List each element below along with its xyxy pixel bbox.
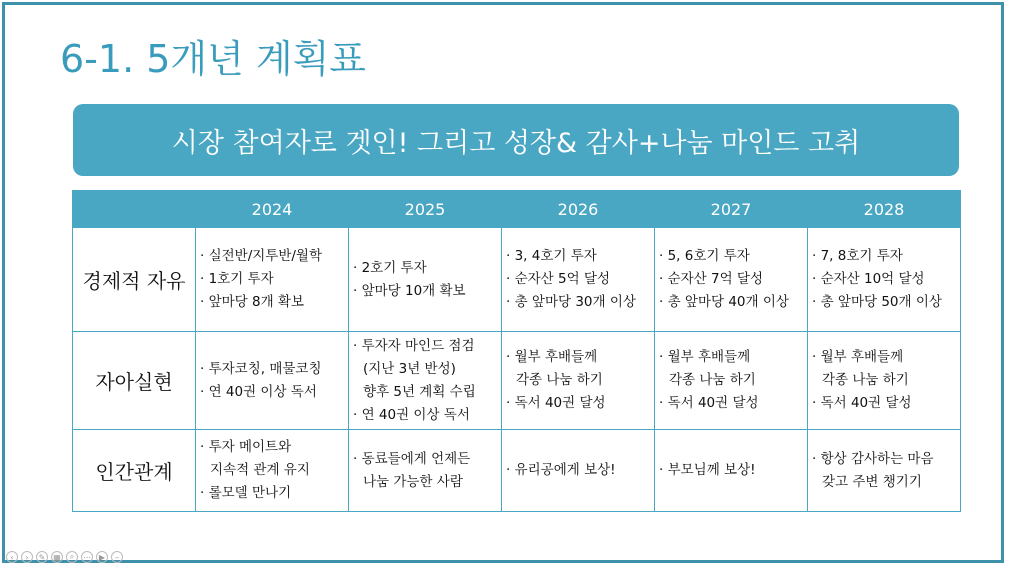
table-cell bbox=[655, 430, 808, 512]
cell-line: · 연 40권 이상 독서 bbox=[353, 406, 470, 423]
cell-line: · 순자산 7억 달성 bbox=[659, 271, 763, 287]
table-corner-cell bbox=[73, 191, 196, 228]
cell-line: · 5, 6호기 투자 bbox=[659, 248, 750, 264]
more-icon[interactable]: – bbox=[111, 551, 123, 563]
cell-line: 각종 나눔 하기 bbox=[822, 372, 909, 388]
cell-line: · 독서 40권 달성 bbox=[812, 395, 912, 411]
year-header: 2026 bbox=[502, 191, 655, 228]
plan-table bbox=[72, 190, 961, 512]
table-cell bbox=[502, 228, 655, 332]
cell-line: · 동료들에게 언제든 bbox=[353, 450, 471, 467]
cell-line: 각종 나눔 하기 bbox=[516, 372, 603, 388]
cell-line: · 1호기 투자 bbox=[200, 271, 274, 287]
slides-icon[interactable]: ▦ bbox=[51, 551, 63, 563]
cell-line: 나눔 가능한 사람 bbox=[363, 473, 463, 490]
cell-line: · 7, 8호기 투자 bbox=[812, 248, 903, 264]
cell-line: · 앞마당 10개 확보 bbox=[353, 282, 466, 299]
cell-line: (지난 3년 반성) bbox=[363, 360, 456, 377]
cell-line: · 월부 후배들께 bbox=[659, 349, 751, 365]
row-label: 인간관계 bbox=[73, 430, 196, 512]
cell-line: · 총 앞마당 30개 이상 bbox=[506, 294, 636, 310]
options-icon[interactable]: ⋯ bbox=[83, 552, 91, 562]
cell-line: · 순자산 5억 달성 bbox=[506, 271, 610, 287]
table-header-row bbox=[73, 191, 961, 228]
table-cell bbox=[349, 228, 502, 332]
table-row bbox=[73, 430, 961, 512]
table-cell bbox=[196, 332, 349, 430]
cell-line: · 롤모델 만나기 bbox=[200, 485, 292, 501]
row-label: 자아실현 bbox=[73, 332, 196, 430]
cell-line: 각종 나눔 하기 bbox=[669, 372, 756, 388]
zoom-icon[interactable]: ⌕ bbox=[66, 551, 78, 563]
slide-banner: 시장 참여자로 겟인! 그리고 성장& 감사+나눔 마인드 고취 bbox=[73, 104, 959, 176]
table-cell bbox=[196, 228, 349, 332]
pen-icon[interactable]: ✎ bbox=[36, 551, 48, 563]
cell-line: · 2호기 투자 bbox=[353, 259, 427, 276]
cell-line: · 앞마당 8개 확보 bbox=[200, 294, 304, 310]
cell-line: · 월부 후배들께 bbox=[506, 349, 598, 365]
cell-line: · 유리공에게 보상! bbox=[506, 462, 616, 478]
year-header: 2025 bbox=[349, 191, 502, 228]
cell-line: · 순자산 10억 달성 bbox=[812, 271, 925, 287]
cell-line: · 투자 메이트와 bbox=[200, 439, 292, 455]
table-cell bbox=[808, 430, 961, 512]
table-cell bbox=[655, 332, 808, 430]
cell-line: 향후 5년 계획 수립 bbox=[363, 383, 476, 400]
cell-line: · 총 앞마당 50개 이상 bbox=[812, 294, 942, 310]
table-cell bbox=[196, 430, 349, 512]
table-cell bbox=[655, 228, 808, 332]
cell-line: · 독서 40권 달성 bbox=[506, 395, 606, 411]
cell-line: · 3, 4호기 투자 bbox=[506, 248, 597, 264]
presentation-toolbar bbox=[6, 551, 123, 563]
cell-line: 갖고 주변 챙기기 bbox=[822, 473, 922, 490]
table-cell bbox=[349, 332, 502, 430]
cell-line: · 항상 감사하는 마음 bbox=[812, 450, 934, 467]
next-icon[interactable]: › bbox=[21, 551, 33, 563]
table-cell bbox=[502, 430, 655, 512]
year-header: 2027 bbox=[655, 191, 808, 228]
table-cell bbox=[349, 430, 502, 512]
cell-line: · 투자자 마인드 점검 bbox=[353, 337, 475, 354]
cell-line: · 부모님께 보상! bbox=[659, 462, 756, 478]
table-row bbox=[73, 228, 961, 332]
table-cell bbox=[808, 228, 961, 332]
cell-line: · 월부 후배들께 bbox=[812, 349, 904, 365]
cell-line: · 총 앞마당 40개 이상 bbox=[659, 294, 789, 310]
row-label: 경제적 자유 bbox=[73, 228, 196, 332]
year-header: 2024 bbox=[196, 191, 349, 228]
cell-line: · 실전반/지투반/월학 bbox=[200, 248, 323, 264]
table-cell bbox=[808, 332, 961, 430]
cell-line: · 연 40권 이상 독서 bbox=[200, 383, 317, 400]
table-row bbox=[73, 332, 961, 430]
prev-icon[interactable]: ‹ bbox=[6, 551, 18, 563]
year-header: 2028 bbox=[808, 191, 961, 228]
cell-line: 지속적 관계 유지 bbox=[210, 462, 310, 478]
cell-line: · 독서 40권 달성 bbox=[659, 395, 759, 411]
slide-title: 6-1. 5개년 계획표 bbox=[60, 37, 367, 81]
table-cell bbox=[502, 332, 655, 430]
video-icon[interactable]: ▶ bbox=[96, 551, 108, 563]
cell-line: · 투자코칭, 매물코칭 bbox=[200, 360, 322, 377]
